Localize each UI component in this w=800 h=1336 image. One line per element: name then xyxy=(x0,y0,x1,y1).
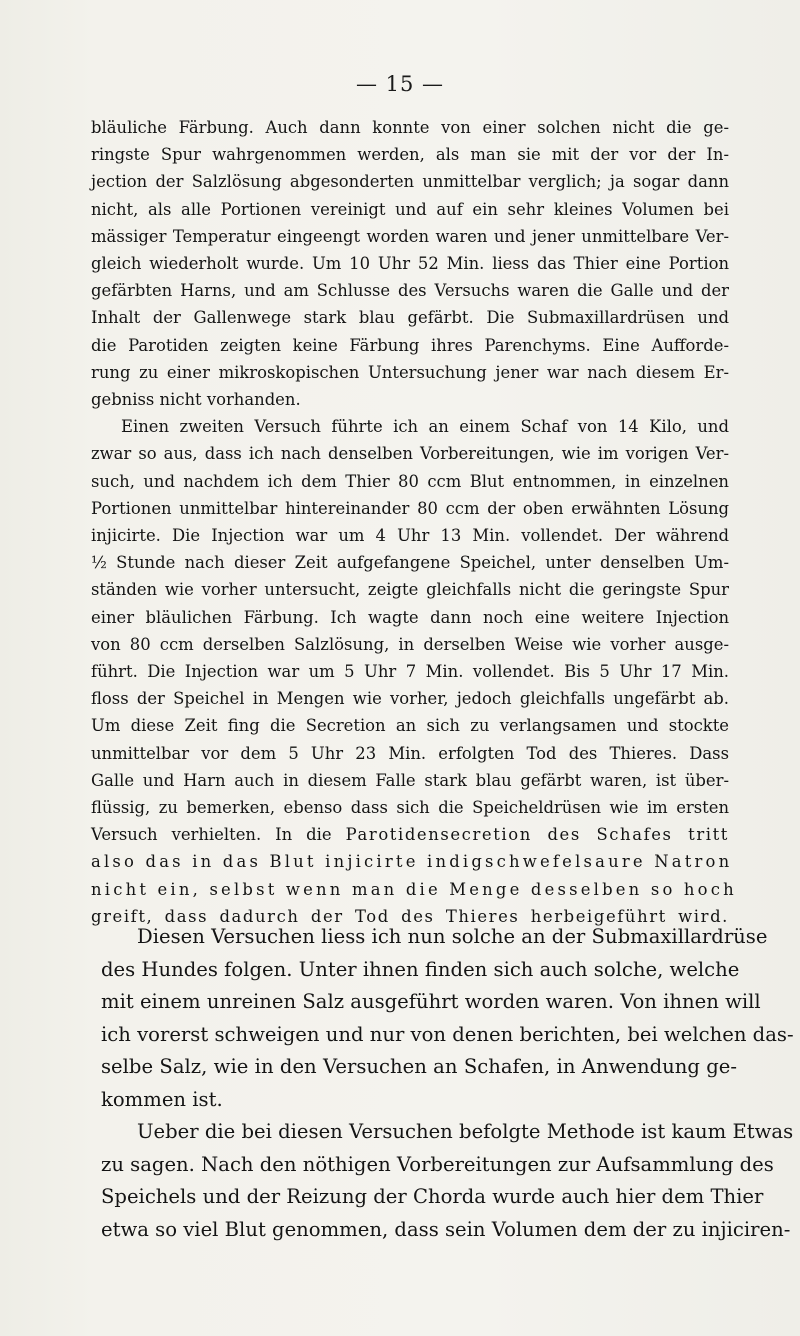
text-line: selbe Salz, wie in den Versuchen an Schafen, in Anwendung ge- xyxy=(101,1055,737,1078)
emphasized-line: also das in das Blut injicirte indigschwefelsaure Natron xyxy=(91,852,733,872)
text-line: zwar so aus, dass ich nach denselben Vorbereitungen, wie im vorigen Ver- xyxy=(91,444,729,464)
text-line: Inhalt der Gallenwege stark blau gefärbt. Die Submaxillardrüsen und xyxy=(91,308,729,328)
text-line: mit einem unreinen Salz ausgeführt worden waren. Von ihnen will xyxy=(101,990,761,1013)
text-line: einer bläulichen Färbung. Ich wagte dann noch eine weitere Injection xyxy=(91,607,729,627)
text-line: bläuliche Färbung. Auch dann konnte von einer solchen nicht die ge- xyxy=(91,118,729,137)
text-line: Einen zweiten Versuch führte ich an einem Schaf von 14 Kilo, und xyxy=(121,417,729,437)
text-line: des Hundes folgen. Unter ihnen finden sich auch solche, welche xyxy=(101,957,740,981)
text-line: flüssig, zu bemerken, ebenso dass sich die Speicheldrüsen wie im ersten xyxy=(91,798,729,818)
large-print-section xyxy=(101,921,794,1246)
text-line: führt. Die Injection war um 5 Uhr 7 Min. vollendet. Bis 5 Uhr 17 Min. xyxy=(91,662,729,682)
text-line: von 80 ccm derselben Salzlösung, in derselben Weise wie vorher ausge- xyxy=(91,634,729,654)
text-line: gefärbten Harns, und am Schlusse des Versuchs waren die Galle und der xyxy=(91,281,729,301)
text-line: injicirte. Die Injection war um 4 Uhr 13 Min. vollendet. Der während xyxy=(91,526,729,546)
emphasized-text: Parotidensecretion des Schafes tritt xyxy=(345,825,729,845)
text-line: zu sagen. Nach den nöthigen Vorbereitungen zur Aufsammlung des xyxy=(101,1152,774,1176)
text-line: kommen ist. xyxy=(101,1087,223,1111)
text-line: ständen wie vorher untersucht, zeigte gleichfalls nicht die geringste Spur xyxy=(91,580,729,600)
text-line: floss der Speichel in Mengen wie vorher, jedoch gleichfalls ungefärbt ab. xyxy=(91,689,729,709)
text-line: mässiger Temperatur eingeengt worden waren und jener unmittelbare Ver- xyxy=(91,226,729,246)
text-line: ½ Stunde nach dieser Zeit aufgefangene Speichel, unter denselben Um- xyxy=(91,553,729,573)
text-line: die Parotiden zeigten keine Färbung ihres Parenchyms. Eine Aufforde- xyxy=(91,335,729,355)
text-line: etwa so viel Blut genommen, dass sein Volumen dem der zu injiciren- xyxy=(101,1217,791,1241)
text-line: Ueber die bei diesen Versuchen befolgte Methode ist kaum Etwas xyxy=(137,1120,794,1143)
emphasized-line: greift, dass dadurch der Tod des Thieres herbeigeführt wird. xyxy=(91,906,729,926)
small-print-section xyxy=(91,114,737,930)
emphasized-line: nicht ein, selbst wenn man die Menge desselben so hoch xyxy=(91,879,737,899)
text-line: gebniss nicht vorhanden. xyxy=(91,390,301,410)
text-line: jection der Salzlösung abgesonderten unmittelbar verglich; ja sogar dann xyxy=(91,172,729,192)
text-line: ich vorerst schweigen und nur von denen berichten, bei welchen das- xyxy=(101,1022,794,1046)
text-line: Diesen Versuchen liess ich nun solche an der Submaxillardrüse xyxy=(137,925,768,948)
text-line-mixed xyxy=(91,821,729,848)
text-line: unmittelbar vor dem 5 Uhr 23 Min. erfolgten Tod des Thieres. Dass xyxy=(91,743,729,763)
text-line: Um diese Zeit fing die Secretion an sich zu verlangsamen und stockte xyxy=(91,716,729,736)
text-line: such, und nachdem ich dem Thier 80 ccm Blut entnommen, in einzelnen xyxy=(91,471,729,491)
text-line: Portionen unmittelbar hintereinander 80 ccm der oben erwähnten Lösung xyxy=(91,498,729,518)
page-number: — 15 — xyxy=(355,72,445,96)
text-line: gleich wiederholt wurde. Um 10 Uhr 52 Min. liess das Thier eine Portion xyxy=(91,254,729,274)
text-segment: Versuch verhielten. In die xyxy=(91,825,346,845)
text-line: rung zu einer mikroskopischen Untersuchung jener war nach diesem Er- xyxy=(91,362,729,382)
text-line: nicht, als alle Portionen vereinigt und auf ein sehr kleines Volumen bei xyxy=(91,199,729,219)
text-line: Speichels und der Reizung der Chorda wurde auch hier dem Thier xyxy=(101,1185,764,1208)
text-line: ringste Spur wahrgenommen werden, als man sie mit der vor der In- xyxy=(91,145,729,165)
text-line: Galle und Harn auch in diesem Falle stark blau gefärbt waren, ist über- xyxy=(91,770,729,790)
